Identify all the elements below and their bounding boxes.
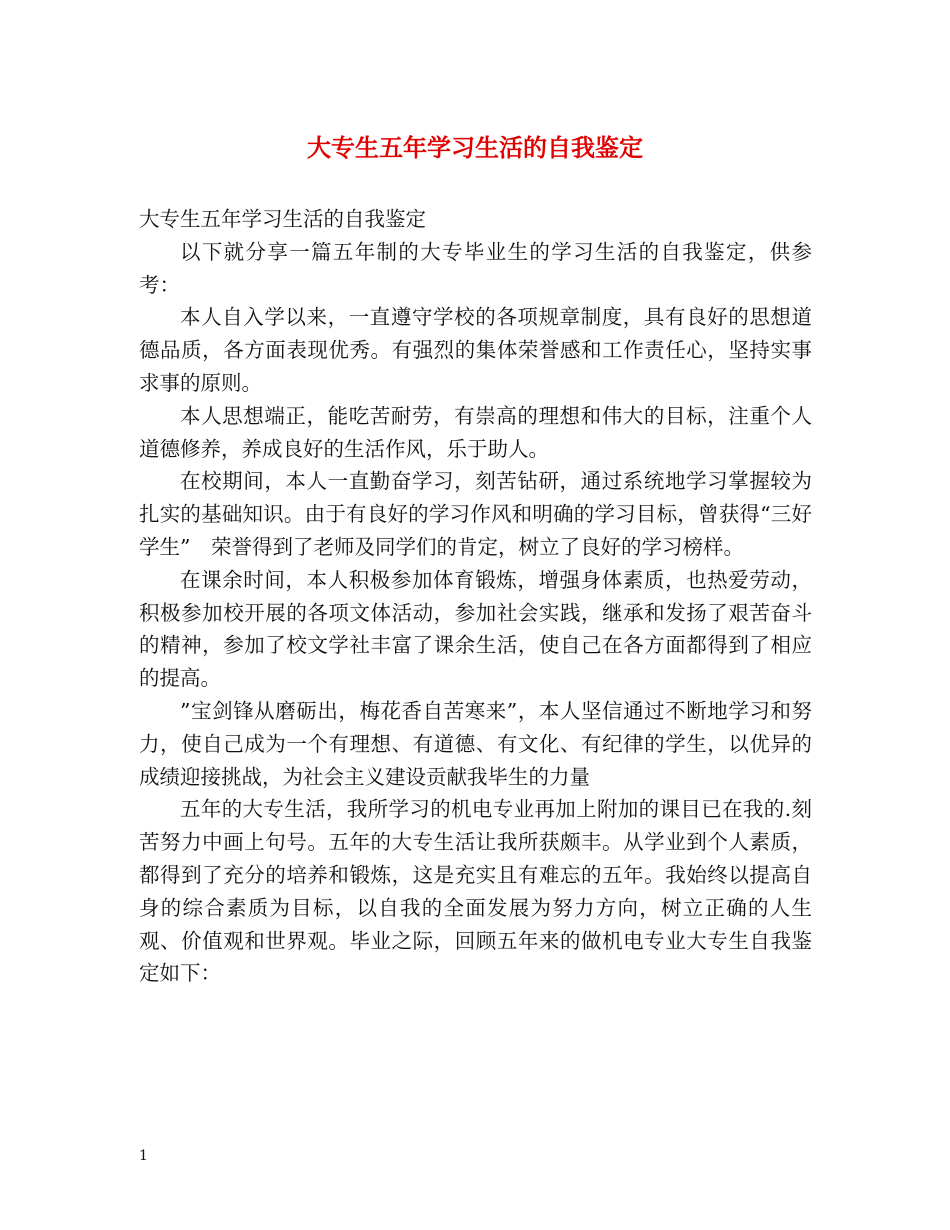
- paragraph-heading: 大专生五年学习生活的自我鉴定: [139, 207, 426, 231]
- paragraph-study: 在校期间，本人一直勤奋学习，刻苦钻研，通过系统地学习掌握较为扎实的基础知识。由于有良好的学习作风和明确的学习目标，曾获得“三好学生” 荣誉得到了老师及同学们的肯定，树立了良好的学习榜样。: [139, 469, 812, 559]
- document-body: [139, 203, 833, 990]
- paragraph-character: 本人思想端正，能吃苦耐劳，有崇高的理想和伟大的目标，注重个人道德修养，养成良好的生活作风，乐于助人。: [139, 403, 812, 461]
- page-number: 1: [139, 1148, 148, 1164]
- paragraph-activities: 在课余时间，本人积极参加体育锻炼，增强身体素质，也热爱劳动，积极参加校开展的各项文体活动，参加社会实践，继承和发扬了艰苦奋斗的精神，参加了校文学社丰富了课余生活，使自己在各方面都得到了相应的提高。: [139, 567, 812, 691]
- paragraph-summary: 五年的大专生活，我所学习的机电专业再加上附加的课目已在我的.刻苦努力中画上句号。五年的大专生活让我所获颇丰。从学业到个人素质，都得到了充分的培养和锻炼，这是充实且有难忘的五年。我始终以提高自身的综合素质为目标，以自我的全面发展为努力方向，树立正确的人生观、价值观和世界观。毕业之际，回顾五年来的做机电专业大专生自我鉴定如下：: [139, 797, 812, 986]
- document-title: 大专生五年学习生活的自我鉴定: [307, 133, 643, 162]
- paragraph-discipline: 本人自入学以来，一直遵守学校的各项规章制度，具有良好的思想道 德品质，各方面表现优秀。有强烈的集体荣誉感和工作责任心，坚持实事求事的原则。: [139, 305, 833, 395]
- paragraph-intro: 以下就分享一篇五年制的大专毕业生的学习生活的自我鉴定，供参考：: [139, 239, 812, 297]
- paragraph-motto: ”宝剑锋从磨砺出，梅花香自苦寒来”，本人坚信通过不断地学习和努力，使自己成为一个有理想、有道德、有文化、有纪律的学生，以优异的成绩迎接挑战，为社会主义建设贡献我毕生的力量: [139, 698, 812, 789]
